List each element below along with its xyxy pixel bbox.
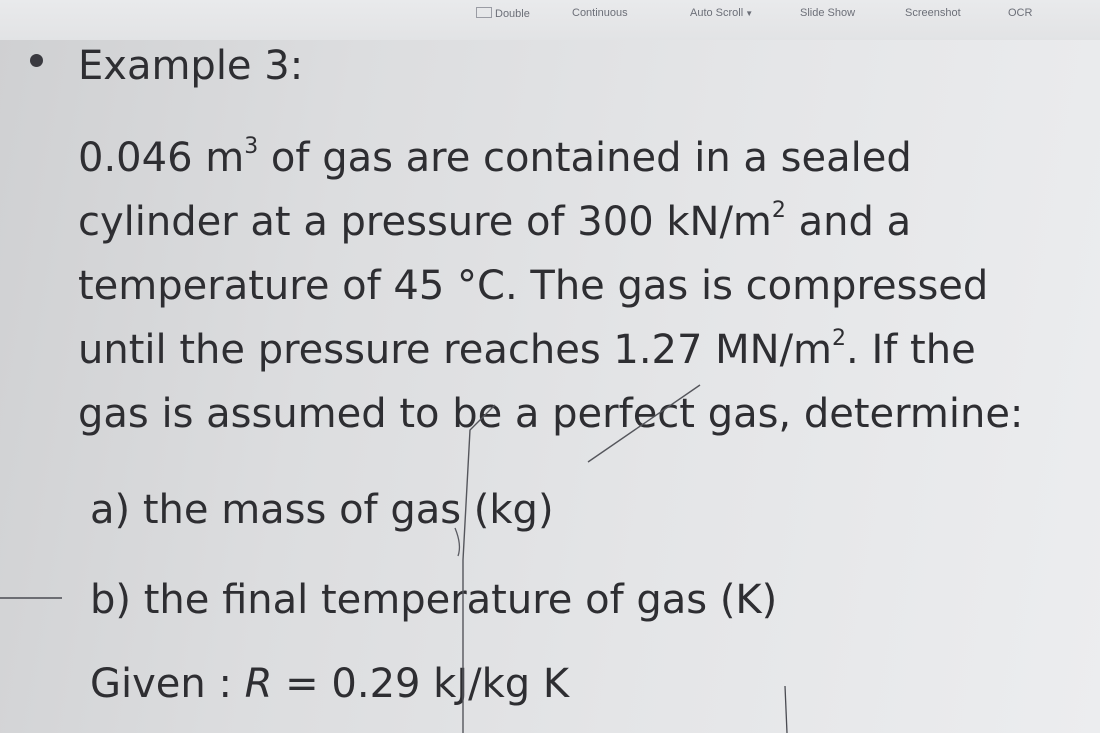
continuous-label: Continuous — [572, 7, 628, 19]
problem-line-2-text: cylinder at a pressure of 300 kN/m — [78, 199, 772, 245]
problem-line-5: gas is assumed to be a perfect gas, determine: — [78, 391, 1024, 437]
final-pressure-exponent: 2 — [832, 326, 847, 351]
volume-exponent: 3 — [244, 134, 259, 159]
pressure-exponent: 2 — [771, 198, 786, 223]
volume-value: 0.046 — [78, 135, 193, 181]
problem-line-2-rest: and a — [785, 199, 912, 245]
gas-constant-symbol: R — [244, 661, 273, 707]
given-prefix: Given : — [90, 661, 245, 707]
slide-show-label: Slide Show — [800, 7, 856, 19]
pen-stroke-vertical — [463, 405, 495, 733]
ocr-label: OCR — [1008, 7, 1033, 19]
double-page-label: Double — [495, 8, 530, 20]
problem-line-4-text: until the pressure reaches 1.27 MN/m — [78, 327, 833, 373]
problem-line-3: temperature of 45 °C. The gas is compressed — [78, 263, 989, 309]
volume-unit: m — [205, 135, 245, 181]
chevron-down-icon: ▼ — [745, 9, 754, 18]
pen-stroke-diagonal — [588, 385, 700, 462]
problem-line-4-rest: . If the — [846, 327, 976, 373]
auto-scroll-label: Auto Scroll — [690, 7, 744, 19]
part-b: b) the final temperature of gas (K) — [90, 577, 778, 623]
part-a: a) the mass of gas (kg) — [90, 487, 554, 533]
pen-stroke-tick — [785, 686, 787, 733]
problem-line-1-rest: of gas are contained in a sealed — [258, 135, 912, 181]
screenshot-label: Screenshot — [905, 7, 961, 19]
pen-stroke-curl — [455, 528, 459, 556]
example-heading: Example 3: — [78, 43, 304, 89]
given-expression: = 0.29 kJ/kg K — [272, 661, 570, 707]
